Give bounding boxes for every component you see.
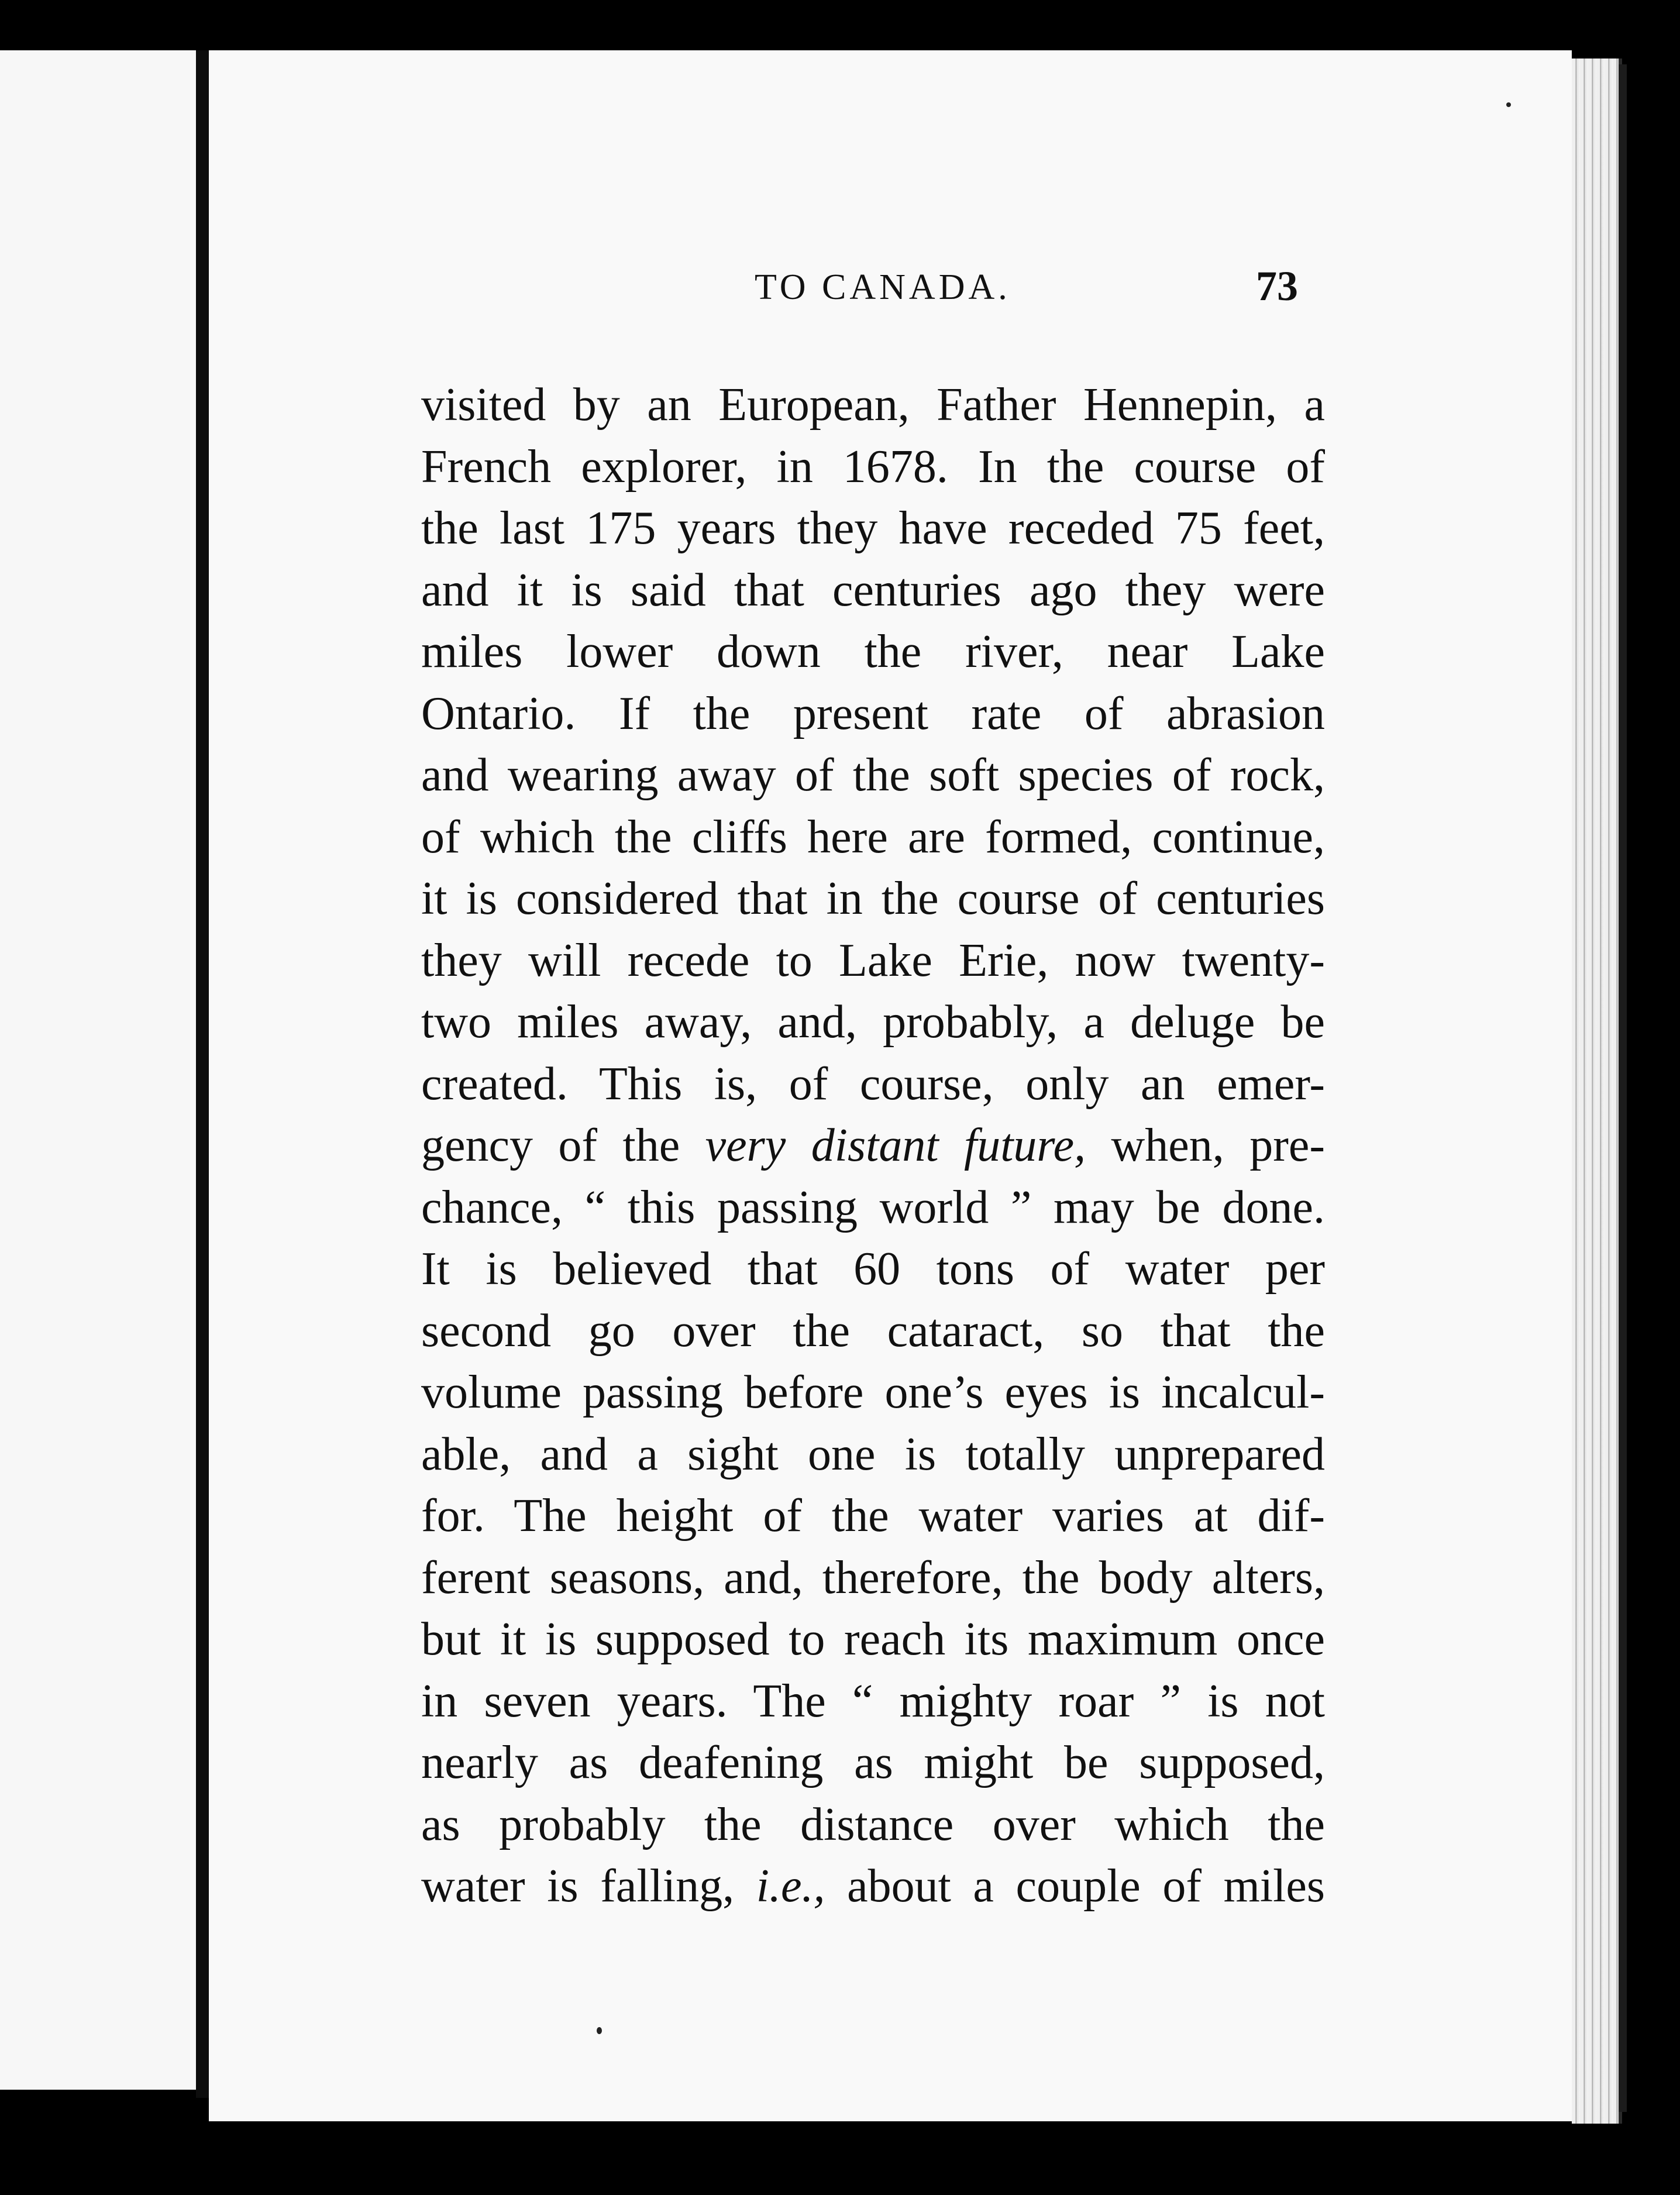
text-line: chance, “ this passing world ” may be done. <box>421 1181 1325 1233</box>
text-line: miles lower down the river, near Lake <box>421 626 1325 677</box>
text-line: second go over the cataract, so that the <box>421 1305 1325 1357</box>
text-line: and wearing away of the soft species of rock, <box>421 749 1325 801</box>
text-line: two miles away, and, probably, a deluge be <box>421 996 1325 1048</box>
text-line: French explorer, in 1678. In the course of <box>421 441 1325 493</box>
text-line: nearly as deafening as might be supposed, <box>421 1737 1325 1788</box>
book-gutter <box>196 50 209 2098</box>
text-line: and it is said that centuries ago they were <box>421 564 1325 616</box>
text-fragment: when, pre- <box>1086 1120 1326 1171</box>
page-edges <box>1572 59 1622 2124</box>
ink-speck <box>597 2027 602 2034</box>
text-line: volume passing before one’s eyes is incalcul- <box>421 1367 1325 1418</box>
text-fragment: gency of the <box>421 1120 705 1171</box>
text-line: the last 175 years they have receded 75 feet, <box>421 503 1325 554</box>
text-line-with-italic <box>421 1856 1325 1918</box>
text-line: for. The height of the water varies at dif- <box>421 1490 1325 1542</box>
text-line: ferent seasons, and, therefore, the body alters, <box>421 1551 1325 1604</box>
book-edge <box>1619 64 1627 2112</box>
running-head: TO CANADA. <box>755 267 1011 307</box>
text-line: it is considered that in the course of centuries <box>421 873 1325 924</box>
italic-phrase: very distant future, <box>705 1120 1086 1171</box>
text-line: created. This is, of course, only an emer- <box>421 1058 1325 1110</box>
text-fragment: about a couple of miles <box>825 1860 1326 1912</box>
page-number: 73 <box>1256 263 1298 309</box>
text-line: visited by an European, Father Hennepin, a <box>421 379 1325 431</box>
ink-speck <box>1506 102 1511 107</box>
text-line: Ontario. If the present rate of abrasion <box>421 687 1325 739</box>
italic-phrase: i.e., <box>756 1860 825 1912</box>
text-line-with-italic <box>421 1115 1325 1177</box>
text-line: of which the cliffs here are formed, continue, <box>421 811 1325 863</box>
text-line: in seven years. The “ mighty roar ” is not <box>421 1675 1325 1727</box>
text-line: It is believed that 60 tons of water per <box>421 1243 1325 1295</box>
text-line: able, and a sight one is totally unprepared <box>421 1428 1325 1480</box>
text-line: they will recede to Lake Erie, now twenty- <box>421 934 1325 986</box>
left-page <box>0 50 199 2090</box>
text-fragment: water is falling, <box>421 1860 756 1912</box>
body-text <box>421 374 1325 1918</box>
text-line: as probably the distance over which the <box>421 1798 1325 1850</box>
text-line: but it is supposed to reach its maximum once <box>421 1613 1325 1665</box>
